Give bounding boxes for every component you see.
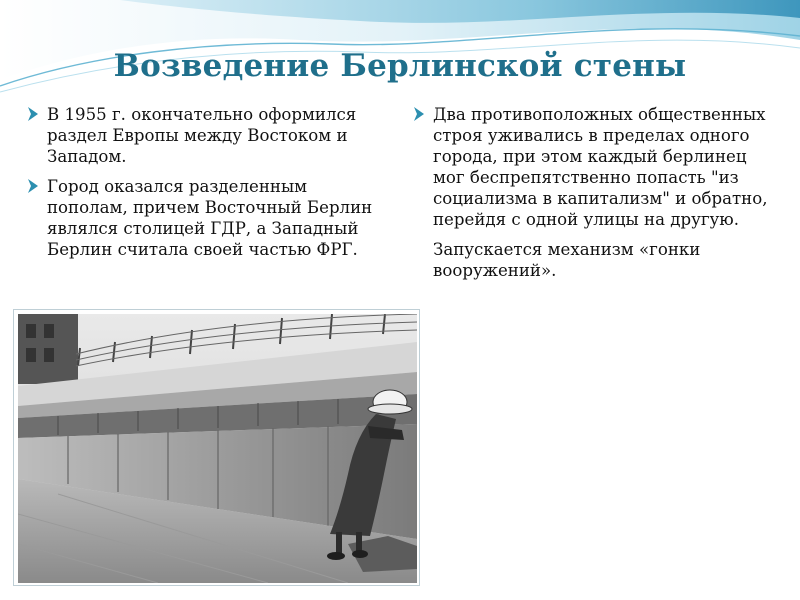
left-bullet-2 bbox=[26, 176, 386, 260]
arrowhead-bullet-icon bbox=[26, 177, 40, 195]
arrowhead-bullet-icon bbox=[412, 105, 426, 123]
berlin-wall-photo-image bbox=[18, 314, 417, 583]
left-bullet-1-text: В 1955 г. окончательно оформился раздел Европы между Востоком и Западом. bbox=[47, 105, 357, 166]
right-paragraph: Запускается механизм «гонки вооружений». bbox=[433, 240, 701, 280]
left-text-column bbox=[26, 104, 386, 269]
slide-title: Возведение Берлинской стены bbox=[113, 48, 687, 84]
left-bullet-2-text: Город оказался разделенным пополам, причем Восточный Берлин являлся столицей ГДР, а Западный Берлин считала своей частью ФРГ. bbox=[47, 177, 373, 259]
right-bullet-1 bbox=[412, 104, 782, 230]
berlin-wall-photo bbox=[13, 309, 420, 586]
right-text-column bbox=[412, 104, 782, 290]
left-bullet-1 bbox=[26, 104, 386, 167]
right-bullet-1-text: Два противоположных общественных строя уживались в пределах одного города, при этом каждый берлинец мог беспрепятственно попасть "из социализма в капитализм" и обратно, перейдя с одной улицы на другую. bbox=[433, 105, 768, 229]
arrowhead-bullet-icon bbox=[26, 105, 40, 123]
